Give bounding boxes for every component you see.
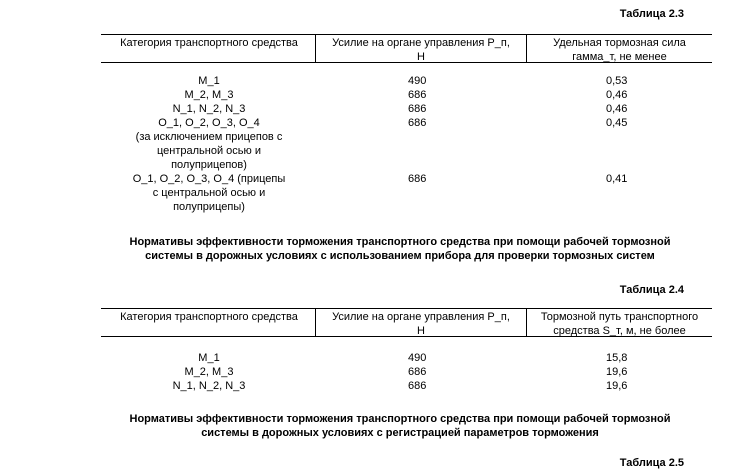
table-row-category: О_1, О_2, О_3, О_4 (за исключением прицепов с центральной осью и полуприцепов) bbox=[135, 117, 283, 171]
section-heading-parameter-recording: Нормативы эффективности торможения транспортного средства при помощи рабочей тормозной системы в дорожных условиях с регистрацией параметров торможения bbox=[129, 413, 671, 439]
table-row-value: 19,6 bbox=[606, 366, 628, 378]
header-force bbox=[316, 310, 526, 338]
table-header-top-border bbox=[101, 308, 712, 309]
table-row-value: 0,41 bbox=[606, 173, 628, 185]
table-row-value: 0,46 bbox=[606, 103, 628, 115]
table-row-force: 686 bbox=[408, 173, 427, 185]
header-brake-force-line2: гамма_т, не менее bbox=[572, 51, 667, 63]
table-row-force: 490 bbox=[408, 75, 427, 87]
header-brake-distance-line2: средства S_т, м, не более bbox=[553, 325, 686, 337]
table-2-5-caption: Таблица 2.5 bbox=[619, 457, 684, 469]
header-force bbox=[316, 36, 526, 64]
table-row-category: М_2, М_3 bbox=[184, 366, 234, 378]
table-row-category: М_1 bbox=[198, 352, 220, 364]
header-category: Категория транспортного средства bbox=[120, 311, 298, 323]
header-force-line1: Усилие на органе управления Р_п, bbox=[332, 37, 510, 49]
header-brake-distance bbox=[527, 310, 712, 338]
header-force-line2: Н bbox=[417, 51, 425, 63]
table-row-value: 19,6 bbox=[606, 380, 628, 392]
table-row-value: 0,46 bbox=[606, 89, 628, 101]
table-2-3-caption: Таблица 2.3 bbox=[619, 8, 684, 20]
table-row-force: 686 bbox=[408, 103, 427, 115]
header-force-line2: Н bbox=[417, 325, 425, 337]
table-row-category: N_1, N_2, N_3 bbox=[172, 380, 246, 392]
table-row-force: 686 bbox=[408, 366, 427, 378]
header-force-line1: Усилие на органе управления Р_п, bbox=[332, 311, 510, 323]
table-row-category: М_1 bbox=[198, 75, 220, 87]
table-row-value: 0,45 bbox=[606, 117, 628, 129]
table-row-category: О_1, О_2, О_3, О_4 (прицепы с центральной осью и полуприцепы) bbox=[132, 173, 286, 213]
header-brake-distance-line1: Тормозной путь транспортного bbox=[540, 311, 699, 323]
table-2-4-caption: Таблица 2.4 bbox=[619, 284, 684, 296]
table-row-force: 686 bbox=[408, 380, 427, 392]
table-row-value: 15,8 bbox=[606, 352, 628, 364]
table-row-value: 0,53 bbox=[606, 75, 628, 87]
table-row-category: N_1, N_2, N_3 bbox=[172, 103, 246, 115]
header-brake-force bbox=[527, 36, 712, 64]
table-row-force: 490 bbox=[408, 352, 427, 364]
header-category: Категория транспортного средства bbox=[120, 37, 298, 49]
table-header-top-border bbox=[101, 34, 712, 35]
table-row-force: 686 bbox=[408, 89, 427, 101]
table-row-force: 686 bbox=[408, 117, 427, 129]
header-brake-force-line1: Удельная тормозная сила bbox=[553, 37, 686, 49]
section-heading-device-test: Нормативы эффективности торможения транспортного средства при помощи рабочей тормозной системы в дорожных условиях с использованием прибора для проверки тормозных систем bbox=[129, 236, 671, 262]
table-row-category: М_2, М_3 bbox=[184, 89, 234, 101]
